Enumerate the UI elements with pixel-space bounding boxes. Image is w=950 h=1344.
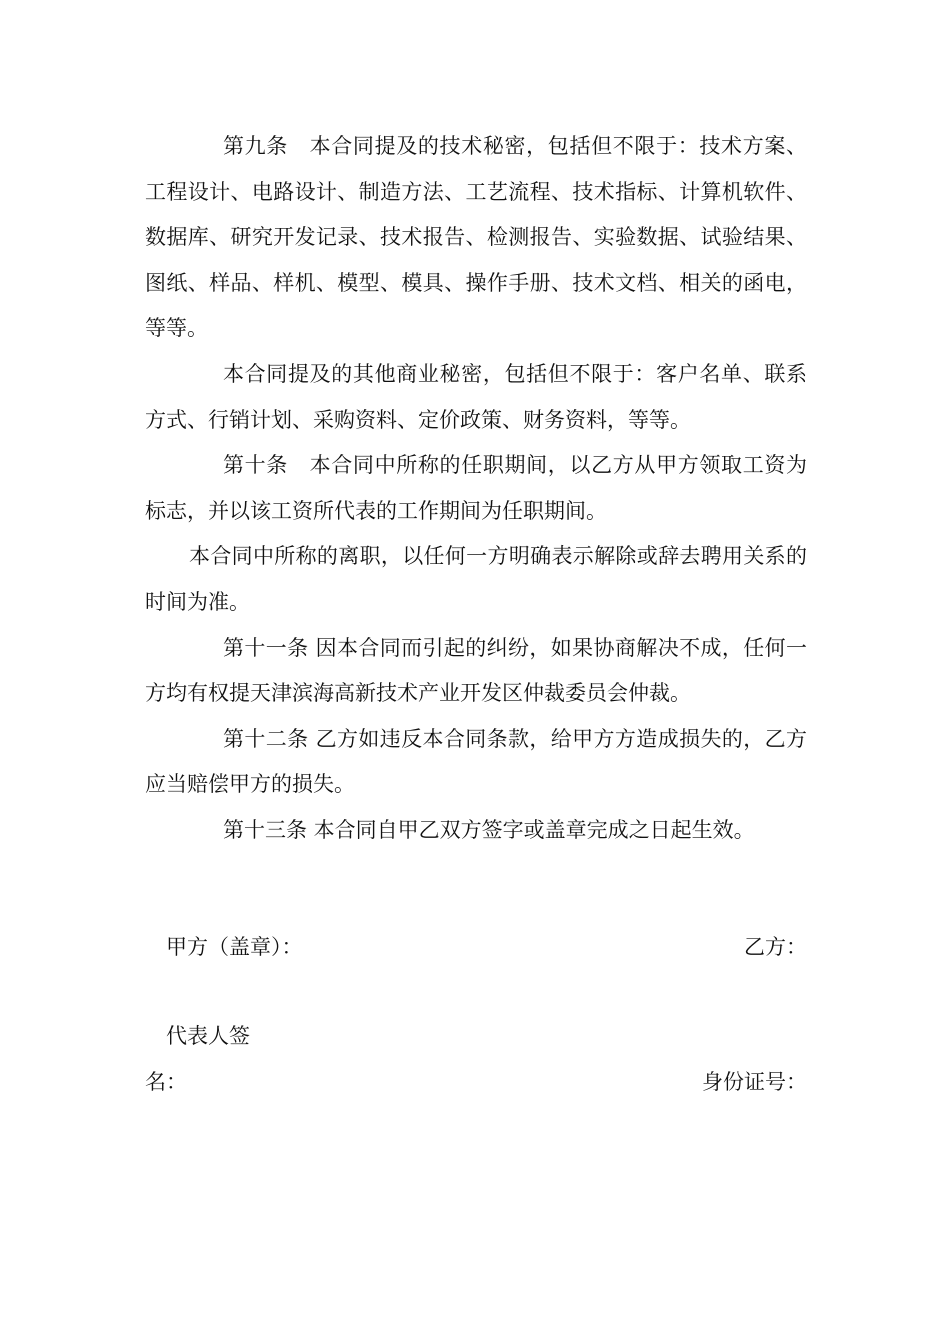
representative-sign-label: 代表人签 <box>166 1024 250 1048</box>
trade-secrets-paragraph: 本合同提及的其他商业秘密，包括但不限于：客户名单、联系方式、行销计划、采购资料、定价政策、财务资料，等等。 <box>145 361 807 432</box>
article-13-paragraph: 第十三条 本合同自甲乙双方签字或盖章完成之日起生效。 <box>223 817 755 842</box>
article-12-paragraph: 第十二条 乙方如违反本合同条款，给甲方方造成损失的，乙方应当赔偿甲方的损失。 <box>145 726 807 797</box>
article-9-paragraph: 第九条 本合同提及的技术秘密，包括但不限于：技术方案、工程设计、电路设计、制造方法、工艺流程、技术指标、计算机软件、数据库、研究开发记录、技术报告、检测报告、实验数据、试验结果、图纸、样品、样机、模型、模具、操作手册、技术文档、相关的函电，等等。 <box>145 134 807 341</box>
party-a-seal-label: 甲方（盖章）： <box>166 935 303 959</box>
contract-body <box>145 124 807 854</box>
article-10-paragraph: 第十条 本合同中所称的任职期间，以乙方从甲方领取工资为标志，并以该工资所代表的工作期间为任职期间。 <box>145 453 807 523</box>
article-11-paragraph: 第十一条 因本合同而引起的纠纷，如果协商解决不成，任何一方均有权提天津滨海高新技术产业开发区仲裁委员会仲裁。 <box>145 635 807 706</box>
party-b-label: 乙方： <box>744 935 807 959</box>
name-label: 名： <box>145 1070 187 1094</box>
id-number-label: 身份证号： <box>702 1070 807 1094</box>
resignation-paragraph: 本合同中所称的离职，以任何一方明确表示解除或辞去聘用关系的时间为准。 <box>145 544 807 614</box>
